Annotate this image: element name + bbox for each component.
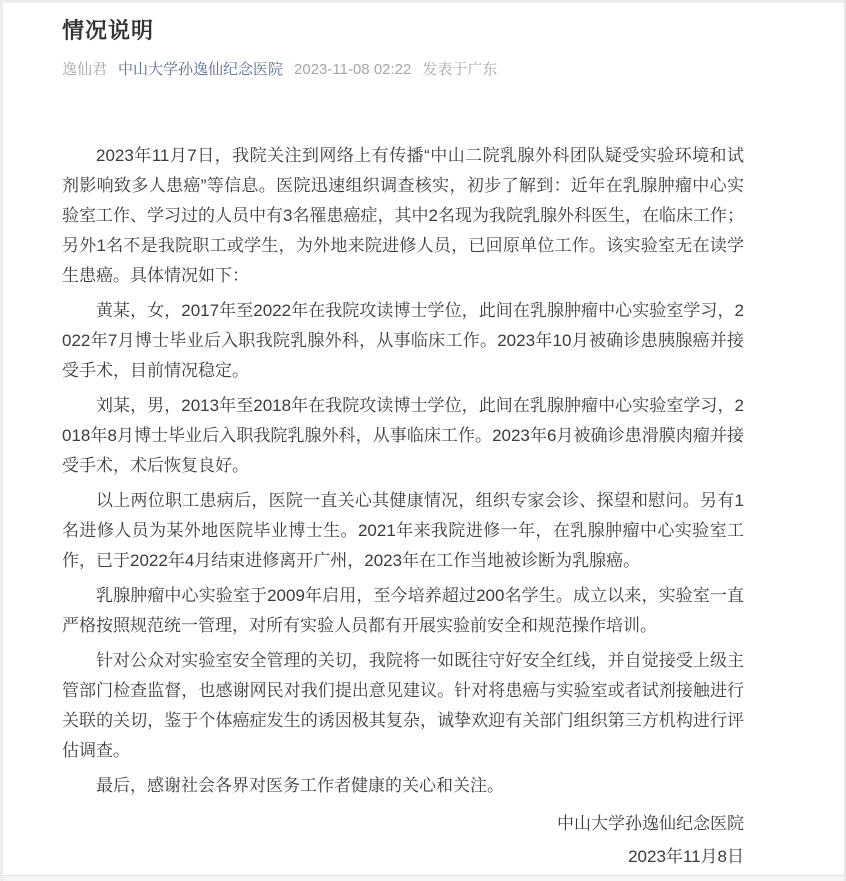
- publish-time: 2023-11-08 02:22: [294, 61, 412, 78]
- article-meta: [62, 59, 744, 80]
- article-paragraph: 刘某，男，2013年至2018年在我院攻读博士学位，此间在乳腺肿瘤中心实验室学习，2018年8月博士毕业后入职我院乳腺外科，从事临床工作。2023年6月被确诊患滑膜肉瘤并接受手术，术后恢复良好。: [62, 396, 744, 475]
- article-paragraph: 2023年11月7日，我院关注到网络上有传播“中山二院乳腺外科团队疑受实验环境和试剂影响致多人患癌”等信息。医院迅速组织调查核实，初步了解到：近年在乳腺肿瘤中心实验室工作、学习过的人员中有3名罹患癌症，其中2名现为我院乳腺外科医生，在临床工作；另外1名不是我院职工或学生，为外地来院进修人员，已回原单位工作。该实验室无在读学生患癌。具体情况如下：: [62, 146, 744, 285]
- article-paragraph: 最后，感谢社会各界对医务工作者健康的关心和关注。: [96, 776, 504, 795]
- publish-location: 发表于广东: [422, 61, 498, 78]
- article-paragraph: 以上两位职工患病后，医院一直关心其健康情况，组织专家会诊、探望和慰问。另有1名进修人员为某外地医院毕业博士生。2021年来我院进修一年，在乳腺肿瘤中心实验室工作，已于2022年4月结束进修离开广州，2023年在工作当地被诊断为乳腺癌。: [62, 491, 744, 570]
- article-paragraph: 黄某，女，2017年至2022年在我院攻读博士学位，此间在乳腺肿瘤中心实验室学习，2022年7月博士毕业后入职我院乳腺外科，从事临床工作。2023年10月被确诊患胰腺癌并接受手术，目前情况稳定。: [62, 301, 744, 380]
- signature-date: 2023年11月8日: [628, 847, 744, 866]
- signature-block: [62, 807, 744, 873]
- article-content: [62, 3, 744, 873]
- article-body: [62, 141, 744, 801]
- article-paragraph: 针对公众对实验室安全管理的关切，我院将一如既往守好安全红线，并自觉接受上级主管部门检查监督，也感谢网民对我们提出意见建议。针对将患癌与实验室或者试剂接触进行关联的关切，鉴于个体癌症发生的诱因极其复杂，诚挚欢迎有关部门组织第三方机构进行评估调查。: [62, 651, 744, 760]
- page-title: 情况说明: [62, 18, 155, 43]
- signature-org: 中山大学孙逸仙纪念医院: [557, 814, 744, 833]
- article-paragraph: 乳腺肿瘤中心实验室于2009年启用，至今培养超过200名学生。成立以来，实验室一直严格按照规范统一管理，对所有实验人员都有开展实验前安全和规范操作培训。: [62, 586, 744, 635]
- account-link[interactable]: 中山大学孙逸仙纪念医院: [118, 61, 284, 78]
- page-bottom-edge: [3, 875, 844, 881]
- author-name: 逸仙君: [62, 61, 108, 78]
